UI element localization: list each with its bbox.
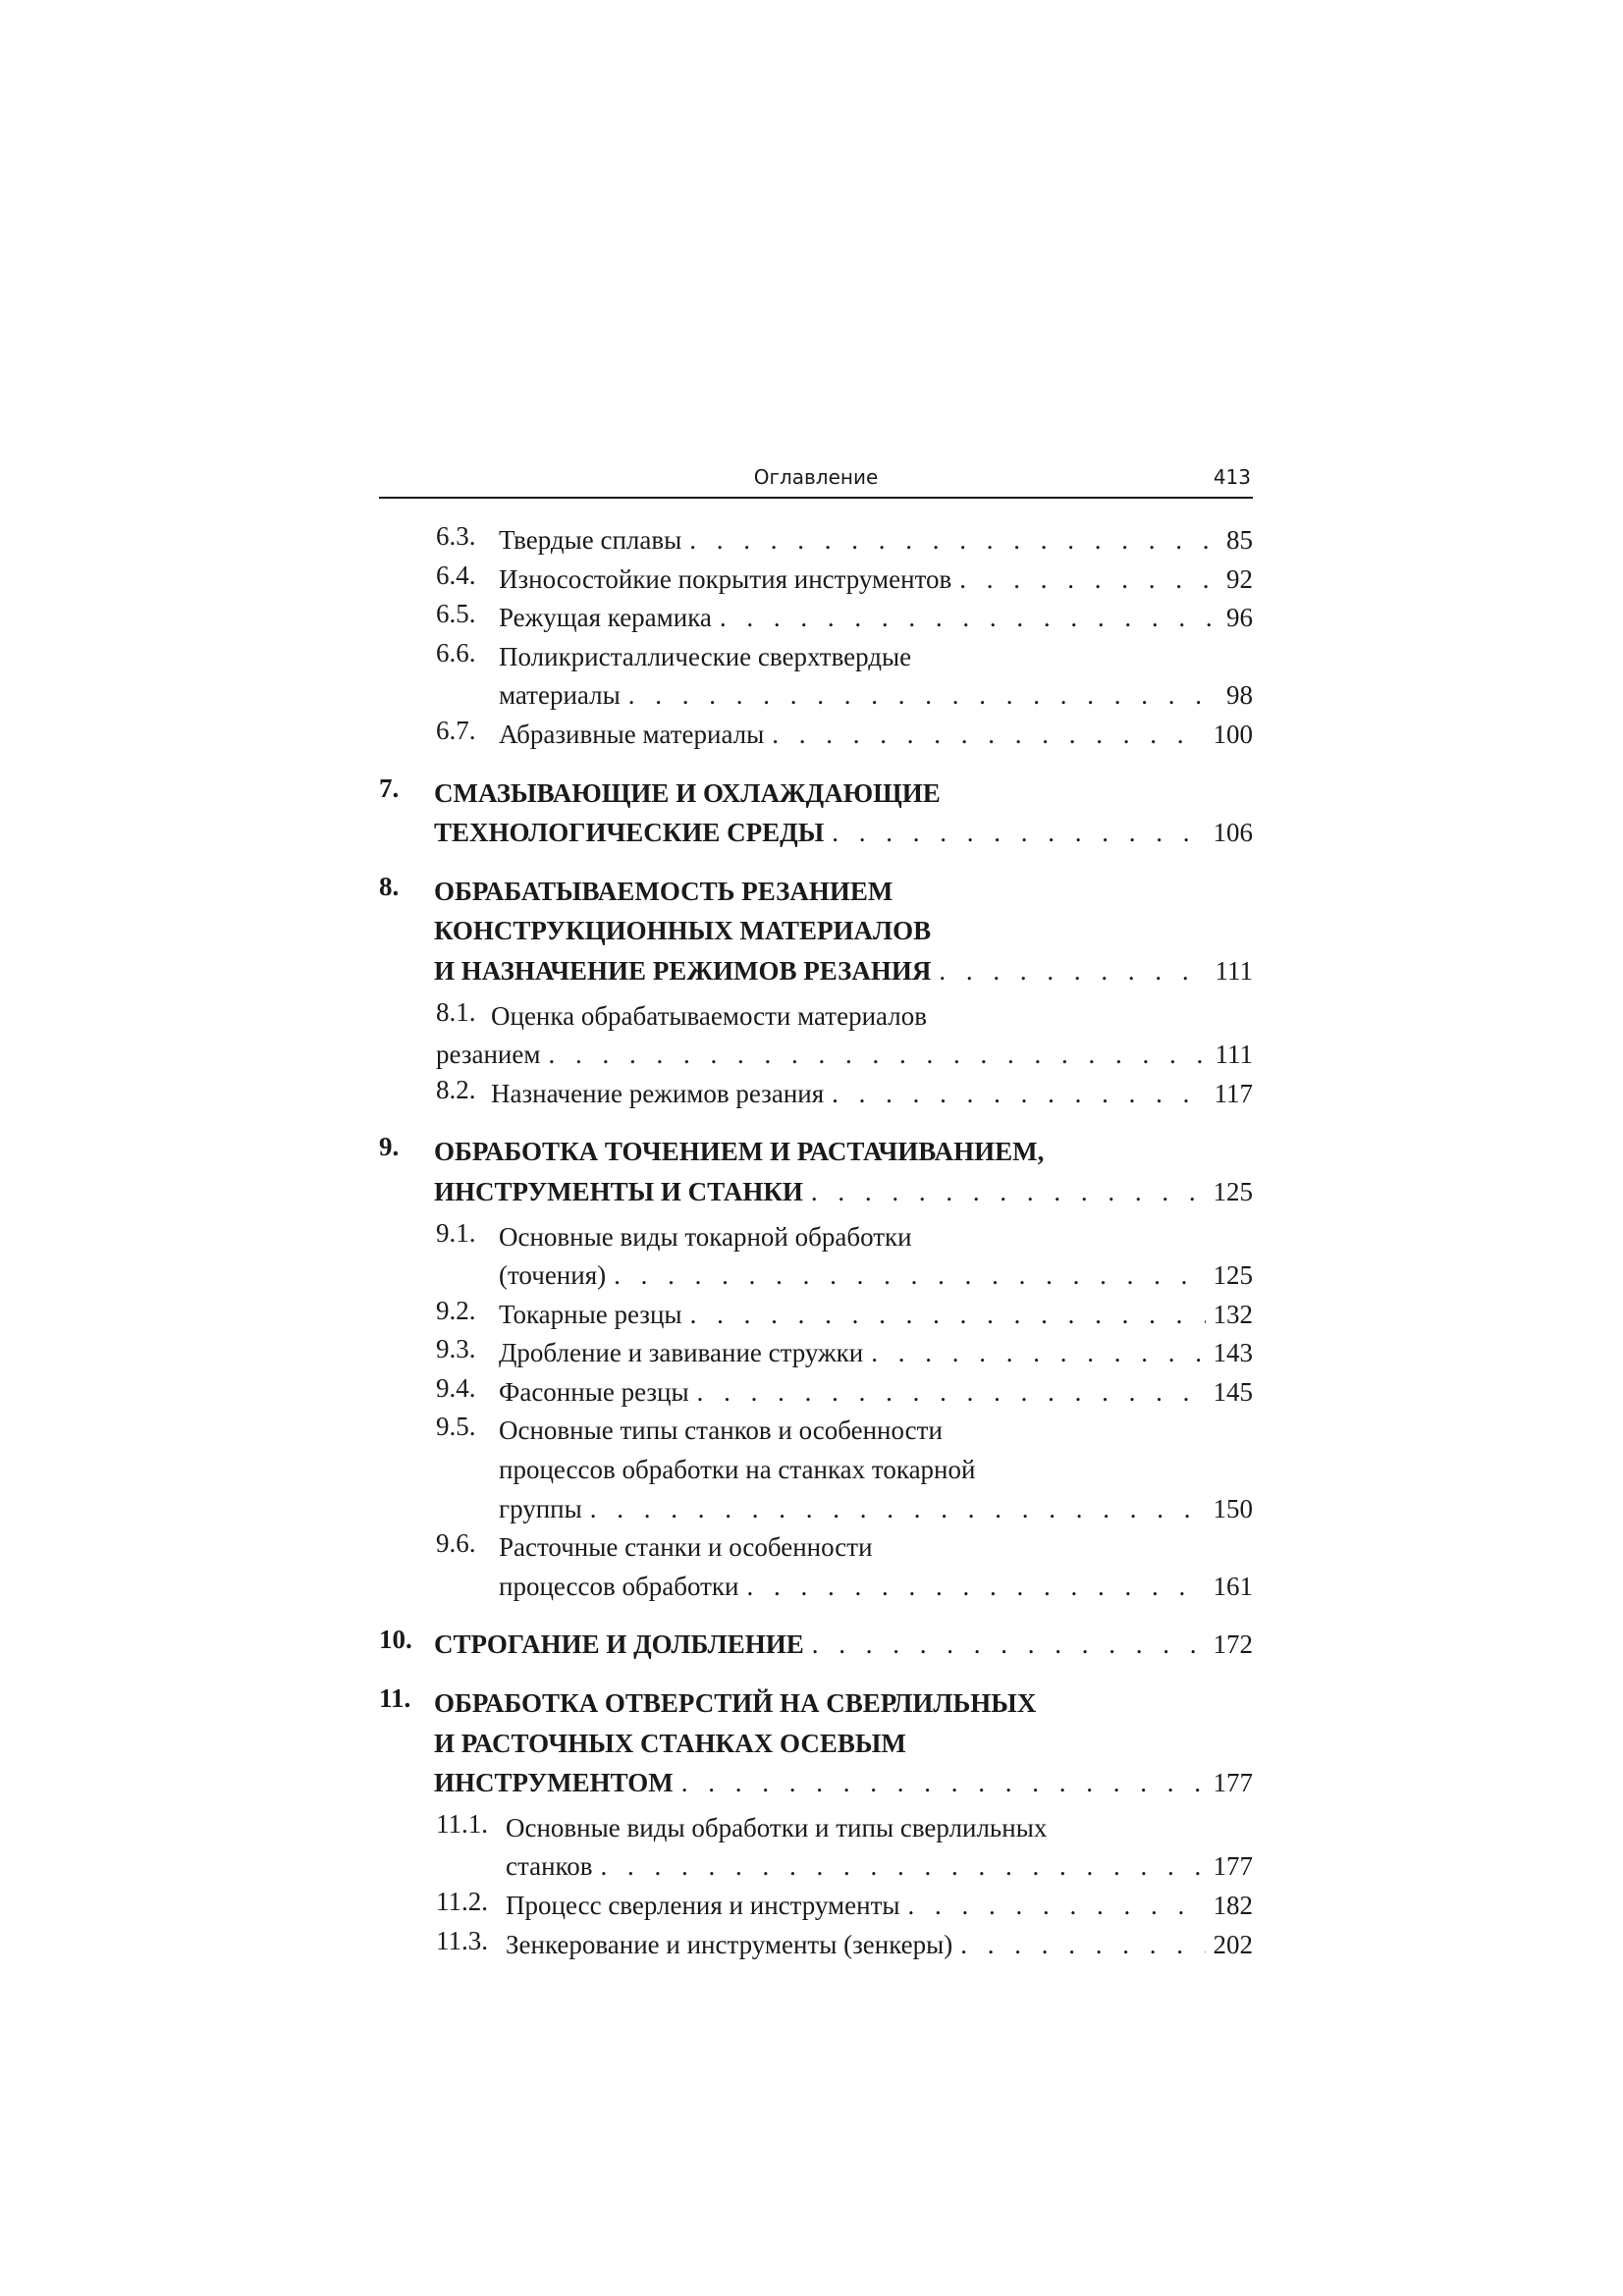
- chapter-title: СТРОГАНИЕ И ДОЛБЛЕНИЕ: [434, 1629, 804, 1660]
- dot-leader: [871, 1334, 1205, 1373]
- entry-number: 11.3.: [436, 1925, 488, 1955]
- chapter-title-continued: ТЕХНОЛОГИЧЕСКИЕ СРЕДЫ: [434, 818, 825, 848]
- entry-title: Основные типы станков и особенности: [499, 1415, 943, 1446]
- entry-title-continued: резанием: [436, 1040, 541, 1070]
- dot-leader: [832, 813, 1205, 853]
- chapter-title: СМАЗЫВАЮЩИЕ И ОХЛАЖДАЮЩИЕ: [434, 777, 941, 808]
- dot-leader: [614, 1256, 1205, 1296]
- entry-number: 6.7.: [436, 715, 476, 745]
- chapter-page: 172: [1213, 1629, 1253, 1660]
- entry-page: 161: [1213, 1571, 1253, 1601]
- entry-page: 96: [1226, 603, 1253, 633]
- entry-page: 92: [1226, 563, 1253, 594]
- toc-chapter-10[interactable]: [379, 1625, 1253, 1665]
- entry-number: 9.2.: [436, 1295, 476, 1325]
- chapter-number: 11.: [379, 1683, 411, 1714]
- chapter-title-continued: КОНСТРУКЦИОННЫХ МАТЕРИАЛОВ: [434, 916, 932, 946]
- dot-leader: [590, 1490, 1206, 1529]
- entry-page: 182: [1213, 1891, 1253, 1920]
- entry-number: 9.4.: [436, 1372, 476, 1403]
- entry-title: Назначение режимов резания: [491, 1078, 825, 1108]
- page-number: 413: [1213, 465, 1251, 489]
- entry-page: 177: [1213, 1851, 1253, 1882]
- entry-number: 11.1.: [436, 1808, 488, 1839]
- entry-page: 145: [1213, 1376, 1253, 1407]
- chapter-page: 125: [1213, 1176, 1253, 1206]
- toc-chapter-9[interactable]: [379, 1132, 1253, 1211]
- dot-leader: [908, 1887, 1206, 1926]
- toc-entry-9-1[interactable]: [379, 1218, 1253, 1296]
- entry-number: 6.5.: [436, 599, 476, 629]
- chapter-title-continued: И РАСТОЧНЫХ СТАНКАХ ОСЕВЫМ: [434, 1728, 906, 1758]
- entry-title: Фасонные резцы: [499, 1376, 689, 1407]
- dot-leader: [939, 951, 1207, 991]
- chapter-page: 111: [1215, 955, 1253, 986]
- entry-number: 9.1.: [436, 1217, 476, 1248]
- entry-number: 9.3.: [436, 1334, 476, 1364]
- toc-entry-9-3[interactable]: [379, 1334, 1253, 1373]
- entry-page: 150: [1213, 1493, 1253, 1523]
- toc-entry-8-1[interactable]: [379, 997, 1253, 1037]
- toc-chapter-7[interactable]: [379, 774, 1253, 853]
- entry-title-continued: группы: [499, 1493, 582, 1523]
- dot-leader: [628, 676, 1218, 716]
- entry-number: 6.4.: [436, 560, 476, 590]
- entry-title-continued: процессов обработки на станках токарной: [499, 1455, 976, 1485]
- entry-number: 11.2.: [436, 1887, 488, 1916]
- entry-number: 6.3.: [436, 521, 476, 551]
- entry-title: Оценка обрабатываемости материалов: [491, 1000, 927, 1031]
- dot-leader: [811, 1172, 1206, 1212]
- toc-entry-11-2[interactable]: [379, 1887, 1253, 1926]
- toc-entry-6-5[interactable]: [379, 599, 1253, 638]
- entry-title: Зенкерование и инструменты (зенкеры): [506, 1929, 953, 1959]
- chapter-page: 177: [1213, 1768, 1253, 1798]
- toc-entry-6-3[interactable]: [379, 521, 1253, 561]
- toc-entry-8-1-continued: [379, 1036, 1253, 1075]
- entry-title: Режущая керамика: [499, 603, 712, 633]
- entry-page: 202: [1213, 1929, 1253, 1959]
- toc-chapter-8[interactable]: [379, 872, 1253, 991]
- dot-leader: [690, 1296, 1206, 1335]
- entry-title: Основные виды обработки и типы сверлильных: [506, 1812, 1048, 1842]
- chapter-number: 9.: [379, 1132, 400, 1162]
- dot-leader: [720, 599, 1218, 638]
- chapter-number: 7.: [379, 773, 400, 803]
- entry-title: Токарные резцы: [499, 1299, 682, 1329]
- toc-entry-9-2[interactable]: [379, 1296, 1253, 1335]
- dot-leader: [747, 1568, 1206, 1607]
- dot-leader: [959, 561, 1218, 600]
- page-header: [379, 461, 1253, 499]
- entry-title: Абразивные материалы: [499, 719, 765, 749]
- dot-leader: [601, 1847, 1206, 1887]
- entry-title: Поликристаллические сверхтвердые: [499, 641, 912, 671]
- running-title: Оглавление: [753, 465, 879, 489]
- toc-entry-11-3[interactable]: [379, 1926, 1253, 1965]
- entry-page: 85: [1226, 525, 1253, 555]
- toc-entry-8-2[interactable]: [379, 1075, 1253, 1114]
- chapter-title: ОБРАБАТЫВАЕМОСТЬ РЕЗАНИЕМ: [434, 876, 893, 906]
- dot-leader: [812, 1625, 1206, 1665]
- entry-number: 8.1.: [436, 996, 476, 1027]
- toc-entry-9-4[interactable]: [379, 1373, 1253, 1413]
- chapter-number: 10.: [379, 1625, 412, 1655]
- chapter-title-continued: ИНСТРУМЕНТЫ И СТАНКИ: [434, 1176, 803, 1206]
- toc-entry-9-5[interactable]: [379, 1412, 1253, 1528]
- dot-leader: [960, 1926, 1205, 1965]
- toc-chapter-11[interactable]: [379, 1683, 1253, 1803]
- entry-page: 117: [1214, 1078, 1253, 1108]
- entry-page: 111: [1215, 1040, 1253, 1070]
- entry-page: 98: [1226, 680, 1253, 711]
- entry-title: Расточные станки и особенности: [499, 1532, 873, 1563]
- entry-title-continued: станков: [506, 1851, 593, 1882]
- toc-entry-11-1[interactable]: [379, 1809, 1253, 1887]
- chapter-number: 8.: [379, 871, 400, 901]
- entry-title-continued: процессов обработки: [499, 1571, 739, 1601]
- entry-number: 6.6.: [436, 637, 476, 667]
- entry-title: Основные виды токарной обработки: [499, 1221, 912, 1252]
- toc-entry-6-6[interactable]: [379, 638, 1253, 716]
- entry-page: 143: [1213, 1338, 1253, 1368]
- entry-title: Процесс сверления и инструменты: [506, 1891, 900, 1920]
- chapter-page: 106: [1213, 818, 1253, 848]
- dot-leader: [832, 1075, 1206, 1114]
- chapter-title-continued: ИНСТРУМЕНТОМ: [434, 1768, 674, 1798]
- entry-title: Износостойкие покрытия инструментов: [499, 563, 952, 594]
- dot-leader: [681, 1763, 1206, 1803]
- dot-leader: [689, 521, 1218, 561]
- chapter-title: ОБРАБОТКА ОТВЕРСТИЙ НА СВЕРЛИЛЬНЫХ: [434, 1688, 1037, 1719]
- entry-number: 8.2.: [436, 1074, 476, 1104]
- toc-entry-6-4[interactable]: [379, 561, 1253, 600]
- dot-leader: [772, 716, 1205, 755]
- entry-title: Твердые сплавы: [499, 525, 682, 555]
- entry-number: 9.5.: [436, 1412, 476, 1442]
- entry-page: 100: [1213, 719, 1253, 749]
- toc-entry-9-6[interactable]: [379, 1528, 1253, 1606]
- table-of-contents: [379, 521, 1253, 1964]
- entry-title: Дробление и завивание стружки: [499, 1338, 864, 1368]
- chapter-title: ОБРАБОТКА ТОЧЕНИЕМ И РАСТАЧИВАНИЕМ,: [434, 1137, 1045, 1167]
- entry-page: 125: [1213, 1260, 1253, 1291]
- entry-title-continued: (точения): [499, 1260, 607, 1291]
- entry-number: 9.6.: [436, 1528, 476, 1559]
- toc-entry-6-7[interactable]: [379, 716, 1253, 755]
- entry-title-continued: материалы: [499, 680, 621, 711]
- dot-leader: [697, 1373, 1206, 1413]
- dot-leader: [548, 1036, 1207, 1075]
- entry-page: 132: [1213, 1299, 1253, 1329]
- chapter-title-continued: И НАЗНАЧЕНИЕ РЕЖИМОВ РЕЗАНИЯ: [434, 955, 932, 986]
